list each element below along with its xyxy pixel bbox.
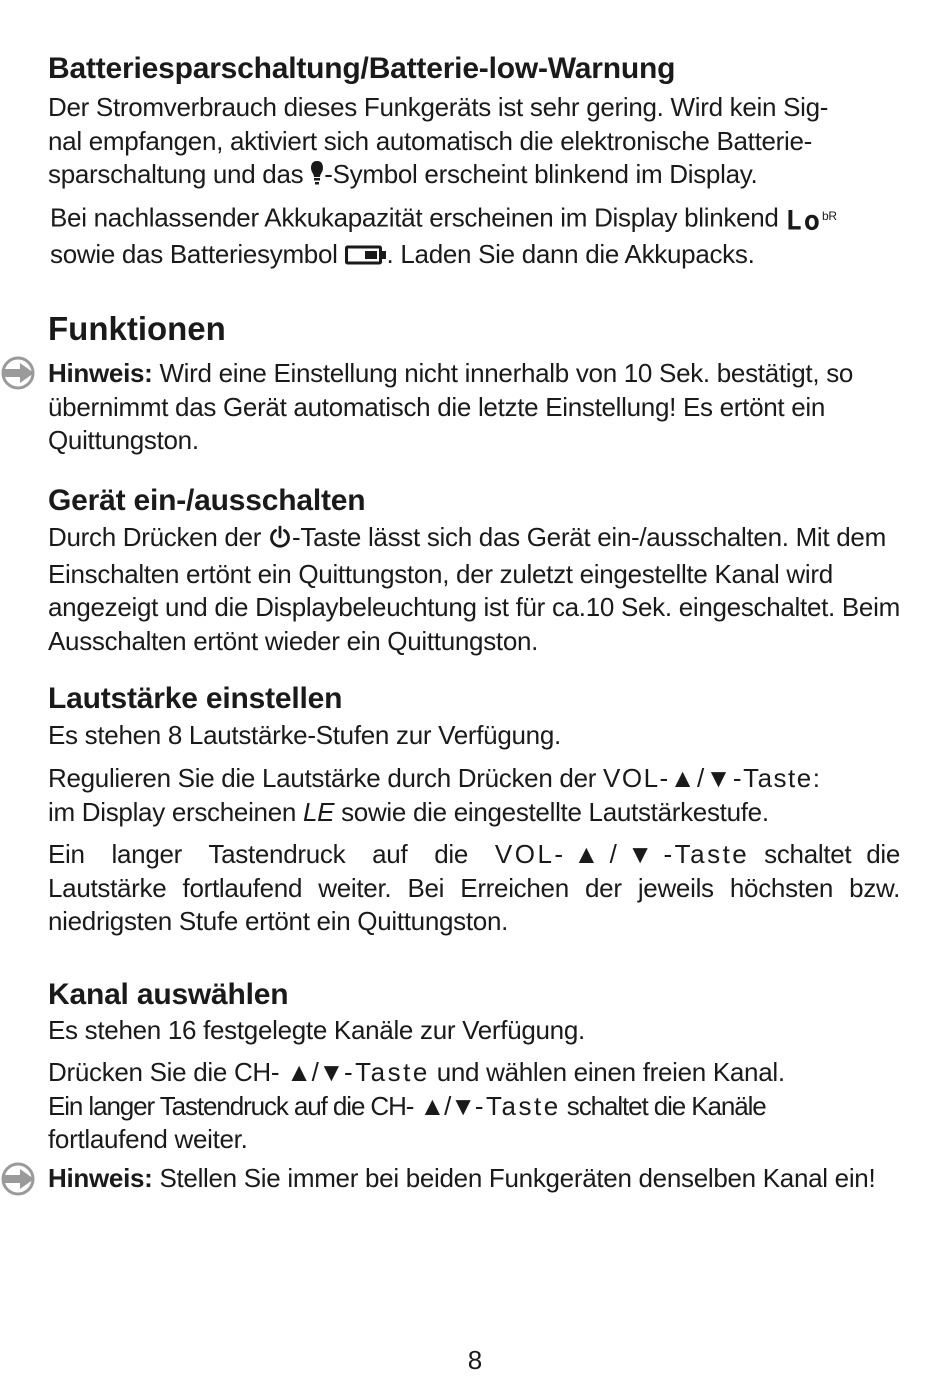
channel-paragraph-2 xyxy=(48,1056,900,1157)
channel-p2-b: und wählen einen freien Kanal. xyxy=(429,1057,785,1087)
channel-p3-b: schaltet die Kanäle xyxy=(560,1090,766,1121)
battery-p1-line-c1: sparschaltung und das xyxy=(48,159,311,189)
note-label-2: Hinweis: xyxy=(48,1163,153,1193)
channel-paragraph-1: Es stehen 16 festgelegte Kanäle zur Verfügung. xyxy=(48,1015,585,1045)
battery-save-icon xyxy=(310,160,324,195)
vol-key-label-2: VOL-▲/▼-Taste xyxy=(494,839,750,869)
lo-sub-label: bR xyxy=(822,209,837,223)
battery-paragraph-2 xyxy=(50,200,902,275)
power-section-title: Gerät ein-/ausschalten xyxy=(48,484,366,517)
ch-key-label: -Taste xyxy=(344,1057,430,1087)
volume-p2-b: im Display erscheinen xyxy=(48,796,303,827)
battery-p2-line-b1: sowie das Batteriesymbol xyxy=(50,239,345,270)
lo-label: Lo xyxy=(785,205,823,237)
battery-section-title: Batteriesparschaltung/Batterie-low-Warnung xyxy=(48,52,676,85)
volume-p3-a: Ein langer Tastendruck auf die xyxy=(48,839,495,869)
functions-note xyxy=(48,357,900,458)
volume-p3-b: schaltet die Lautstärke fortlaufend weiter. Bei Erreichen der jeweils höchsten bzw. niedrigsten Stufe ertönt ein Quittungston. xyxy=(48,839,900,936)
lo-battery-display-icon xyxy=(786,200,837,238)
volume-section-title: Lautstärke einstellen xyxy=(48,682,343,715)
power-text-a: Durch Drücken der xyxy=(48,522,269,552)
battery-p1-line-c2: -Symbol erscheint blinkend im Display. xyxy=(324,159,758,189)
channel-p3-c: fortlaufend weiter. xyxy=(48,1124,248,1154)
le-display-label: LE xyxy=(302,796,335,827)
volume-paragraph-3 xyxy=(48,838,900,939)
battery-p2-line-b2: . Laden Sie dann die Akkupacks. xyxy=(386,239,755,270)
battery-symbol-icon xyxy=(345,241,387,275)
note-arrow-icon-2 xyxy=(0,1162,40,1196)
volume-paragraph-1: Es stehen 8 Lautstärke-Stufen zur Verfügung. xyxy=(48,720,561,750)
volume-p2-a: Regulieren Sie die Lautstärke durch Drücken der xyxy=(48,763,604,793)
volume-p2-c: sowie die eingestellte Lautstärkestufe. xyxy=(334,796,769,827)
volume-paragraph-2 xyxy=(48,762,900,829)
note-text: Wird eine Einstellung nicht innerhalb von 10 Sek. bestätigt, so übernimmt das Gerät automatisch die letzte Einstellung! Es ertönt ein Quittungston. xyxy=(48,358,854,455)
functions-section-title: Funktionen xyxy=(48,310,226,347)
vol-key-label: VOL-▲/▼-Taste: xyxy=(603,763,822,793)
channel-section-title: Kanal auswählen xyxy=(48,978,289,1011)
ch-key-label-2: -Taste xyxy=(474,1090,561,1121)
power-paragraph xyxy=(48,521,900,658)
channel-note xyxy=(48,1162,900,1196)
battery-paragraph-1 xyxy=(48,91,900,195)
battery-p1-line-a: Der Stromverbrauch dieses Funkgeräts ist sehr gering. Wird kein Sig- xyxy=(48,92,829,122)
battery-p2-line-a: Bei nachlassender Akkukapazität erscheinen im Display blinkend xyxy=(50,202,786,233)
page-number: 8 xyxy=(467,1345,483,1375)
channel-p3-line xyxy=(48,1091,766,1121)
note-text-2: Stellen Sie immer bei beiden Funkgeräten denselben Kanal ein! xyxy=(152,1163,876,1193)
battery-p1-line-b: nal empfangen, aktiviert sich automatisch die elektronische Batterie- xyxy=(48,125,813,156)
note-arrow-icon xyxy=(0,356,40,390)
channel-p2-a: Drücken Sie die CH- ▲/▼ xyxy=(48,1057,344,1087)
note-label: Hinweis: xyxy=(48,358,153,388)
power-text-b: -Taste lässt sich das Gerät ein-/ausschalten. Mit dem Einschalten ertönt ein Quittungston, der zuletzt eingestellte Kanal wird angezeigt und die Displaybeleuchtung ist für ca.10 Sek. eingeschaltet. Beim Ausschalten ertönt wieder ein Quittungston. xyxy=(48,522,900,656)
power-icon xyxy=(268,524,292,558)
channel-p3-a: Ein langer Tastendruck auf die CH- ▲/▼ xyxy=(48,1090,475,1121)
